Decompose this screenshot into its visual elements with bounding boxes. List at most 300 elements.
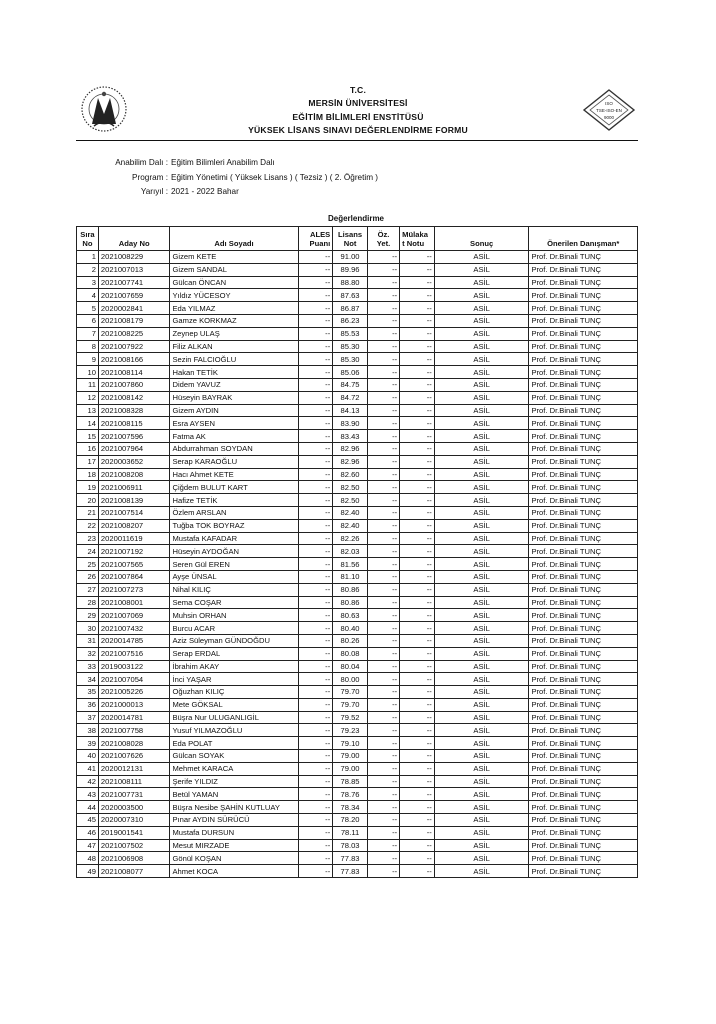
cell-aday-no: 2021007864 [98, 570, 170, 583]
cell-lisans: 89.96 [333, 263, 368, 276]
cell-oz-yet: -- [367, 314, 399, 327]
cell-sira: 13 [77, 404, 99, 417]
cell-lisans: 82.03 [333, 545, 368, 558]
cell-sira: 4 [77, 289, 99, 302]
cell-danisman: Prof. Dr.Binali TUNÇ [529, 750, 638, 763]
cell-mulakat: -- [400, 711, 435, 724]
table-row [77, 737, 638, 750]
cell-danisman: Prof. Dr.Binali TUNÇ [529, 417, 638, 430]
cell-adi-soyadi: Sezin FALCIOĞLU [170, 353, 298, 366]
cell-mulakat: -- [400, 698, 435, 711]
cell-aday-no: 2021007192 [98, 545, 170, 558]
cell-oz-yet: -- [367, 698, 399, 711]
cell-oz-yet: -- [367, 647, 399, 660]
cell-lisans: 85.53 [333, 327, 368, 340]
header-line-form-title: YÜKSEK LİSANS SINAVI DEĞERLENDİRME FORMU [248, 125, 468, 136]
cell-mulakat: -- [400, 762, 435, 775]
column-header-sira: Sıra No [77, 227, 99, 251]
table-row [77, 314, 638, 327]
table-row [77, 340, 638, 353]
cell-lisans: 82.40 [333, 519, 368, 532]
cell-ales: -- [298, 327, 333, 340]
quality-mark-text-1: ISO [605, 101, 613, 106]
cell-oz-yet: -- [367, 852, 399, 865]
cell-sira: 17 [77, 455, 99, 468]
cell-sonuc: ASİL [434, 698, 529, 711]
cell-adi-soyadi: Muhsin ORHAN [170, 609, 298, 622]
cell-adi-soyadi: Aziz Süleyman GÜNDOĞDU [170, 634, 298, 647]
cell-adi-soyadi: Pınar AYDIN SÜRÜCÜ [170, 814, 298, 827]
cell-danisman: Prof. Dr.Binali TUNÇ [529, 839, 638, 852]
cell-lisans: 82.50 [333, 494, 368, 507]
cell-sira: 42 [77, 775, 99, 788]
cell-adi-soyadi: Abdurrahman SOYDAN [170, 442, 298, 455]
cell-oz-yet: -- [367, 391, 399, 404]
cell-aday-no: 2019003122 [98, 660, 170, 673]
cell-adi-soyadi: Seren Gül EREN [170, 558, 298, 571]
cell-danisman: Prof. Dr.Binali TUNÇ [529, 686, 638, 699]
cell-danisman: Prof. Dr.Binali TUNÇ [529, 737, 638, 750]
cell-ales: -- [298, 814, 333, 827]
cell-ales: -- [298, 302, 333, 315]
cell-ales: -- [298, 545, 333, 558]
cell-lisans: 80.63 [333, 609, 368, 622]
cell-sonuc: ASİL [434, 481, 529, 494]
cell-adi-soyadi: Gizem AYDIN [170, 404, 298, 417]
cell-sonuc: ASİL [434, 865, 529, 878]
university-seal-icon [80, 84, 128, 136]
cell-adi-soyadi: Filiz ALKAN [170, 340, 298, 353]
cell-lisans: 83.90 [333, 417, 368, 430]
cell-sira: 34 [77, 673, 99, 686]
results-table [76, 226, 638, 878]
table-row [77, 353, 638, 366]
table-row [77, 289, 638, 302]
cell-aday-no: 2021008328 [98, 404, 170, 417]
cell-sonuc: ASİL [434, 366, 529, 379]
cell-danisman: Prof. Dr.Binali TUNÇ [529, 801, 638, 814]
cell-sira: 46 [77, 826, 99, 839]
cell-adi-soyadi: Gülcan SOYAK [170, 750, 298, 763]
cell-adi-soyadi: Sema COŞAR [170, 596, 298, 609]
cell-oz-yet: -- [367, 532, 399, 545]
cell-lisans: 79.70 [333, 686, 368, 699]
header-line-university: MERSİN ÜNİVERSİTESİ [308, 98, 408, 109]
cell-oz-yet: -- [367, 775, 399, 788]
cell-adi-soyadi: Hüseyin BAYRAK [170, 391, 298, 404]
cell-sira: 32 [77, 647, 99, 660]
cell-oz-yet: -- [367, 762, 399, 775]
cell-lisans: 78.76 [333, 788, 368, 801]
term-value: 2021 - 2022 Bahar [171, 187, 239, 197]
cell-sonuc: ASİL [434, 570, 529, 583]
cell-lisans: 78.20 [333, 814, 368, 827]
cell-mulakat: -- [400, 545, 435, 558]
cell-sira: 16 [77, 442, 99, 455]
cell-lisans: 82.96 [333, 442, 368, 455]
cell-lisans: 80.04 [333, 660, 368, 673]
cell-sira: 24 [77, 545, 99, 558]
cell-ales: -- [298, 519, 333, 532]
cell-ales: -- [298, 673, 333, 686]
cell-aday-no: 2021007758 [98, 724, 170, 737]
cell-mulakat: -- [400, 366, 435, 379]
cell-adi-soyadi: Ahmet KOCA [170, 865, 298, 878]
cell-sira: 27 [77, 583, 99, 596]
cell-ales: -- [298, 366, 333, 379]
cell-oz-yet: -- [367, 801, 399, 814]
table-row [77, 378, 638, 391]
cell-oz-yet: -- [367, 839, 399, 852]
cell-aday-no: 2021007516 [98, 647, 170, 660]
table-row [77, 263, 638, 276]
cell-oz-yet: -- [367, 251, 399, 264]
cell-aday-no: 2020014781 [98, 711, 170, 724]
cell-danisman: Prof. Dr.Binali TUNÇ [529, 404, 638, 417]
cell-sira: 8 [77, 340, 99, 353]
table-row [77, 814, 638, 827]
cell-adi-soyadi: Gizem KETE [170, 251, 298, 264]
cell-oz-yet: -- [367, 506, 399, 519]
cell-oz-yet: -- [367, 289, 399, 302]
cell-danisman: Prof. Dr.Binali TUNÇ [529, 430, 638, 443]
cell-danisman: Prof. Dr.Binali TUNÇ [529, 558, 638, 571]
cell-aday-no: 2021008077 [98, 865, 170, 878]
cell-oz-yet: -- [367, 558, 399, 571]
quality-mark-text-2: TSE-ISO-EN [596, 108, 622, 113]
cell-lisans: 86.23 [333, 314, 368, 327]
cell-sira: 49 [77, 865, 99, 878]
cell-danisman: Prof. Dr.Binali TUNÇ [529, 634, 638, 647]
cell-ales: -- [298, 570, 333, 583]
cell-ales: -- [298, 276, 333, 289]
table-row [77, 558, 638, 571]
table-row [77, 622, 638, 635]
cell-danisman: Prof. Dr.Binali TUNÇ [529, 660, 638, 673]
cell-lisans: 78.03 [333, 839, 368, 852]
cell-sonuc: ASİL [434, 263, 529, 276]
cell-danisman: Prof. Dr.Binali TUNÇ [529, 366, 638, 379]
table-row [77, 596, 638, 609]
cell-sira: 5 [77, 302, 99, 315]
table-row [77, 366, 638, 379]
cell-sonuc: ASİL [434, 506, 529, 519]
cell-ales: -- [298, 609, 333, 622]
table-row [77, 647, 638, 660]
cell-mulakat: -- [400, 660, 435, 673]
cell-oz-yet: -- [367, 570, 399, 583]
cell-ales: -- [298, 711, 333, 724]
cell-sonuc: ASİL [434, 404, 529, 417]
cell-sonuc: ASİL [434, 314, 529, 327]
cell-danisman: Prof. Dr.Binali TUNÇ [529, 711, 638, 724]
cell-adi-soyadi: Hacı Ahmet KETE [170, 468, 298, 481]
cell-sonuc: ASİL [434, 583, 529, 596]
cell-mulakat: -- [400, 686, 435, 699]
table-row [77, 711, 638, 724]
table-row [77, 532, 638, 545]
cell-mulakat: -- [400, 775, 435, 788]
program-label: Program : [132, 172, 168, 182]
cell-mulakat: -- [400, 353, 435, 366]
cell-aday-no: 2021007731 [98, 788, 170, 801]
cell-aday-no: 2021007626 [98, 750, 170, 763]
cell-mulakat: -- [400, 468, 435, 481]
cell-mulakat: -- [400, 737, 435, 750]
cell-danisman: Prof. Dr.Binali TUNÇ [529, 314, 638, 327]
cell-sonuc: ASİL [434, 750, 529, 763]
cell-aday-no: 2020002841 [98, 302, 170, 315]
cell-sonuc: ASİL [434, 609, 529, 622]
cell-adi-soyadi: Şerife YILDIZ [170, 775, 298, 788]
cell-aday-no: 2020007310 [98, 814, 170, 827]
cell-sira: 23 [77, 532, 99, 545]
cell-sonuc: ASİL [434, 647, 529, 660]
cell-adi-soyadi: Hüseyin AYDOĞAN [170, 545, 298, 558]
cell-sira: 14 [77, 417, 99, 430]
cell-ales: -- [298, 686, 333, 699]
cell-ales: -- [298, 251, 333, 264]
table-row [77, 468, 638, 481]
table-body [77, 251, 638, 878]
table-row [77, 570, 638, 583]
cell-mulakat: -- [400, 494, 435, 507]
cell-lisans: 80.40 [333, 622, 368, 635]
cell-ales: -- [298, 737, 333, 750]
cell-mulakat: -- [400, 532, 435, 545]
cell-danisman: Prof. Dr.Binali TUNÇ [529, 442, 638, 455]
cell-oz-yet: -- [367, 468, 399, 481]
cell-ales: -- [298, 724, 333, 737]
cell-aday-no: 2021006908 [98, 852, 170, 865]
cell-mulakat: -- [400, 506, 435, 519]
cell-lisans: 85.30 [333, 340, 368, 353]
cell-oz-yet: -- [367, 276, 399, 289]
cell-danisman: Prof. Dr.Binali TUNÇ [529, 647, 638, 660]
cell-mulakat: -- [400, 826, 435, 839]
cell-mulakat: -- [400, 801, 435, 814]
cell-oz-yet: -- [367, 826, 399, 839]
table-row [77, 404, 638, 417]
cell-oz-yet: -- [367, 788, 399, 801]
cell-danisman: Prof. Dr.Binali TUNÇ [529, 302, 638, 315]
table-row [77, 788, 638, 801]
cell-mulakat: -- [400, 788, 435, 801]
cell-sira: 41 [77, 762, 99, 775]
cell-lisans: 79.00 [333, 750, 368, 763]
cell-ales: -- [298, 506, 333, 519]
evaluation-group-title: Değerlendirme [327, 214, 385, 223]
cell-oz-yet: -- [367, 737, 399, 750]
cell-sonuc: ASİL [434, 724, 529, 737]
term-row [100, 185, 378, 200]
cell-lisans: 80.26 [333, 634, 368, 647]
cell-aday-no: 2021007741 [98, 276, 170, 289]
cell-aday-no: 2021007432 [98, 622, 170, 635]
cell-aday-no: 2021008139 [98, 494, 170, 507]
cell-lisans: 85.30 [333, 353, 368, 366]
cell-aday-no: 2021008115 [98, 417, 170, 430]
table-row [77, 391, 638, 404]
cell-sonuc: ASİL [434, 251, 529, 264]
cell-mulakat: -- [400, 673, 435, 686]
cell-ales: -- [298, 468, 333, 481]
cell-danisman: Prof. Dr.Binali TUNÇ [529, 353, 638, 366]
cell-danisman: Prof. Dr.Binali TUNÇ [529, 596, 638, 609]
cell-danisman: Prof. Dr.Binali TUNÇ [529, 724, 638, 737]
cell-mulakat: -- [400, 583, 435, 596]
cell-aday-no: 2020003652 [98, 455, 170, 468]
cell-aday-no: 2021000013 [98, 698, 170, 711]
cell-adi-soyadi: Gönül KOŞAN [170, 852, 298, 865]
cell-adi-soyadi: Çiğdem BULUT KART [170, 481, 298, 494]
table-row [77, 775, 638, 788]
cell-lisans: 79.70 [333, 698, 368, 711]
table-row [77, 302, 638, 315]
cell-ales: -- [298, 788, 333, 801]
cell-adi-soyadi: Gülcan ÖNCAN [170, 276, 298, 289]
cell-sonuc: ASİL [434, 494, 529, 507]
cell-ales: -- [298, 634, 333, 647]
cell-adi-soyadi: Esra AYSEN [170, 417, 298, 430]
cell-mulakat: -- [400, 455, 435, 468]
cell-aday-no: 2020011619 [98, 532, 170, 545]
table-row [77, 545, 638, 558]
cell-aday-no: 2021008166 [98, 353, 170, 366]
cell-sira: 43 [77, 788, 99, 801]
program-info [100, 156, 378, 200]
cell-adi-soyadi: Yusuf YILMAZOĞLU [170, 724, 298, 737]
cell-adi-soyadi: Serap ERDAL [170, 647, 298, 660]
cell-adi-soyadi: İnci YAŞAR [170, 673, 298, 686]
cell-mulakat: -- [400, 276, 435, 289]
cell-sonuc: ASİL [434, 455, 529, 468]
cell-aday-no: 2021007069 [98, 609, 170, 622]
cell-mulakat: -- [400, 634, 435, 647]
cell-sonuc: ASİL [434, 814, 529, 827]
cell-oz-yet: -- [367, 455, 399, 468]
cell-adi-soyadi: Gizem SANDAL [170, 263, 298, 276]
cell-mulakat: -- [400, 724, 435, 737]
cell-lisans: 91.00 [333, 251, 368, 264]
table-row [77, 442, 638, 455]
table-row [77, 660, 638, 673]
cell-aday-no: 2021007502 [98, 839, 170, 852]
department-row [100, 156, 378, 171]
cell-oz-yet: -- [367, 545, 399, 558]
cell-danisman: Prof. Dr.Binali TUNÇ [529, 788, 638, 801]
cell-sonuc: ASİL [434, 545, 529, 558]
cell-oz-yet: -- [367, 340, 399, 353]
cell-ales: -- [298, 775, 333, 788]
cell-ales: -- [298, 314, 333, 327]
cell-ales: -- [298, 494, 333, 507]
cell-ales: -- [298, 353, 333, 366]
cell-mulakat: -- [400, 852, 435, 865]
table-row [77, 698, 638, 711]
cell-danisman: Prof. Dr.Binali TUNÇ [529, 494, 638, 507]
table-header-row [77, 227, 638, 251]
cell-ales: -- [298, 852, 333, 865]
cell-oz-yet: -- [367, 494, 399, 507]
cell-adi-soyadi: Gamze KORKMAZ [170, 314, 298, 327]
cell-mulakat: -- [400, 558, 435, 571]
cell-oz-yet: -- [367, 609, 399, 622]
cell-sonuc: ASİL [434, 673, 529, 686]
cell-sira: 6 [77, 314, 99, 327]
cell-mulakat: -- [400, 251, 435, 264]
cell-lisans: 80.00 [333, 673, 368, 686]
cell-danisman: Prof. Dr.Binali TUNÇ [529, 532, 638, 545]
cell-ales: -- [298, 455, 333, 468]
table-row [77, 481, 638, 494]
cell-aday-no: 2021007964 [98, 442, 170, 455]
cell-sira: 38 [77, 724, 99, 737]
cell-aday-no: 2021008207 [98, 519, 170, 532]
cell-sira: 47 [77, 839, 99, 852]
cell-lisans: 82.60 [333, 468, 368, 481]
table-row [77, 417, 638, 430]
program-row [100, 171, 378, 186]
table-row [77, 801, 638, 814]
cell-ales: -- [298, 558, 333, 571]
cell-sira: 44 [77, 801, 99, 814]
cell-lisans: 78.34 [333, 801, 368, 814]
cell-mulakat: -- [400, 814, 435, 827]
cell-sonuc: ASİL [434, 442, 529, 455]
cell-ales: -- [298, 532, 333, 545]
cell-aday-no: 2021008229 [98, 251, 170, 264]
table-row [77, 852, 638, 865]
cell-sira: 11 [77, 378, 99, 391]
quality-mark-text-3: 9000 [603, 115, 615, 120]
table-row [77, 750, 638, 763]
cell-sonuc: ASİL [434, 430, 529, 443]
cell-mulakat: -- [400, 839, 435, 852]
cell-sira: 9 [77, 353, 99, 366]
cell-mulakat: -- [400, 289, 435, 302]
table-row [77, 455, 638, 468]
cell-danisman: Prof. Dr.Binali TUNÇ [529, 506, 638, 519]
cell-ales: -- [298, 442, 333, 455]
table-row [77, 506, 638, 519]
cell-danisman: Prof. Dr.Binali TUNÇ [529, 378, 638, 391]
cell-aday-no: 2021007273 [98, 583, 170, 596]
table-row [77, 673, 638, 686]
cell-lisans: 80.86 [333, 583, 368, 596]
cell-mulakat: -- [400, 570, 435, 583]
cell-aday-no: 2021008208 [98, 468, 170, 481]
cell-adi-soyadi: Nihal KILIÇ [170, 583, 298, 596]
cell-aday-no: 2021007565 [98, 558, 170, 571]
cell-mulakat: -- [400, 340, 435, 353]
cell-lisans: 84.75 [333, 378, 368, 391]
cell-ales: -- [298, 481, 333, 494]
cell-sonuc: ASİL [434, 391, 529, 404]
cell-lisans: 86.87 [333, 302, 368, 315]
cell-adi-soyadi: Büşra Nur ULUGANLIGİL [170, 711, 298, 724]
cell-lisans: 79.23 [333, 724, 368, 737]
cell-sonuc: ASİL [434, 775, 529, 788]
table-row [77, 634, 638, 647]
cell-sira: 30 [77, 622, 99, 635]
cell-adi-soyadi: Eda POLAT [170, 737, 298, 750]
table-row [77, 251, 638, 264]
cell-oz-yet: -- [367, 865, 399, 878]
cell-aday-no: 2021008114 [98, 366, 170, 379]
cell-sira: 25 [77, 558, 99, 571]
cell-mulakat: -- [400, 327, 435, 340]
